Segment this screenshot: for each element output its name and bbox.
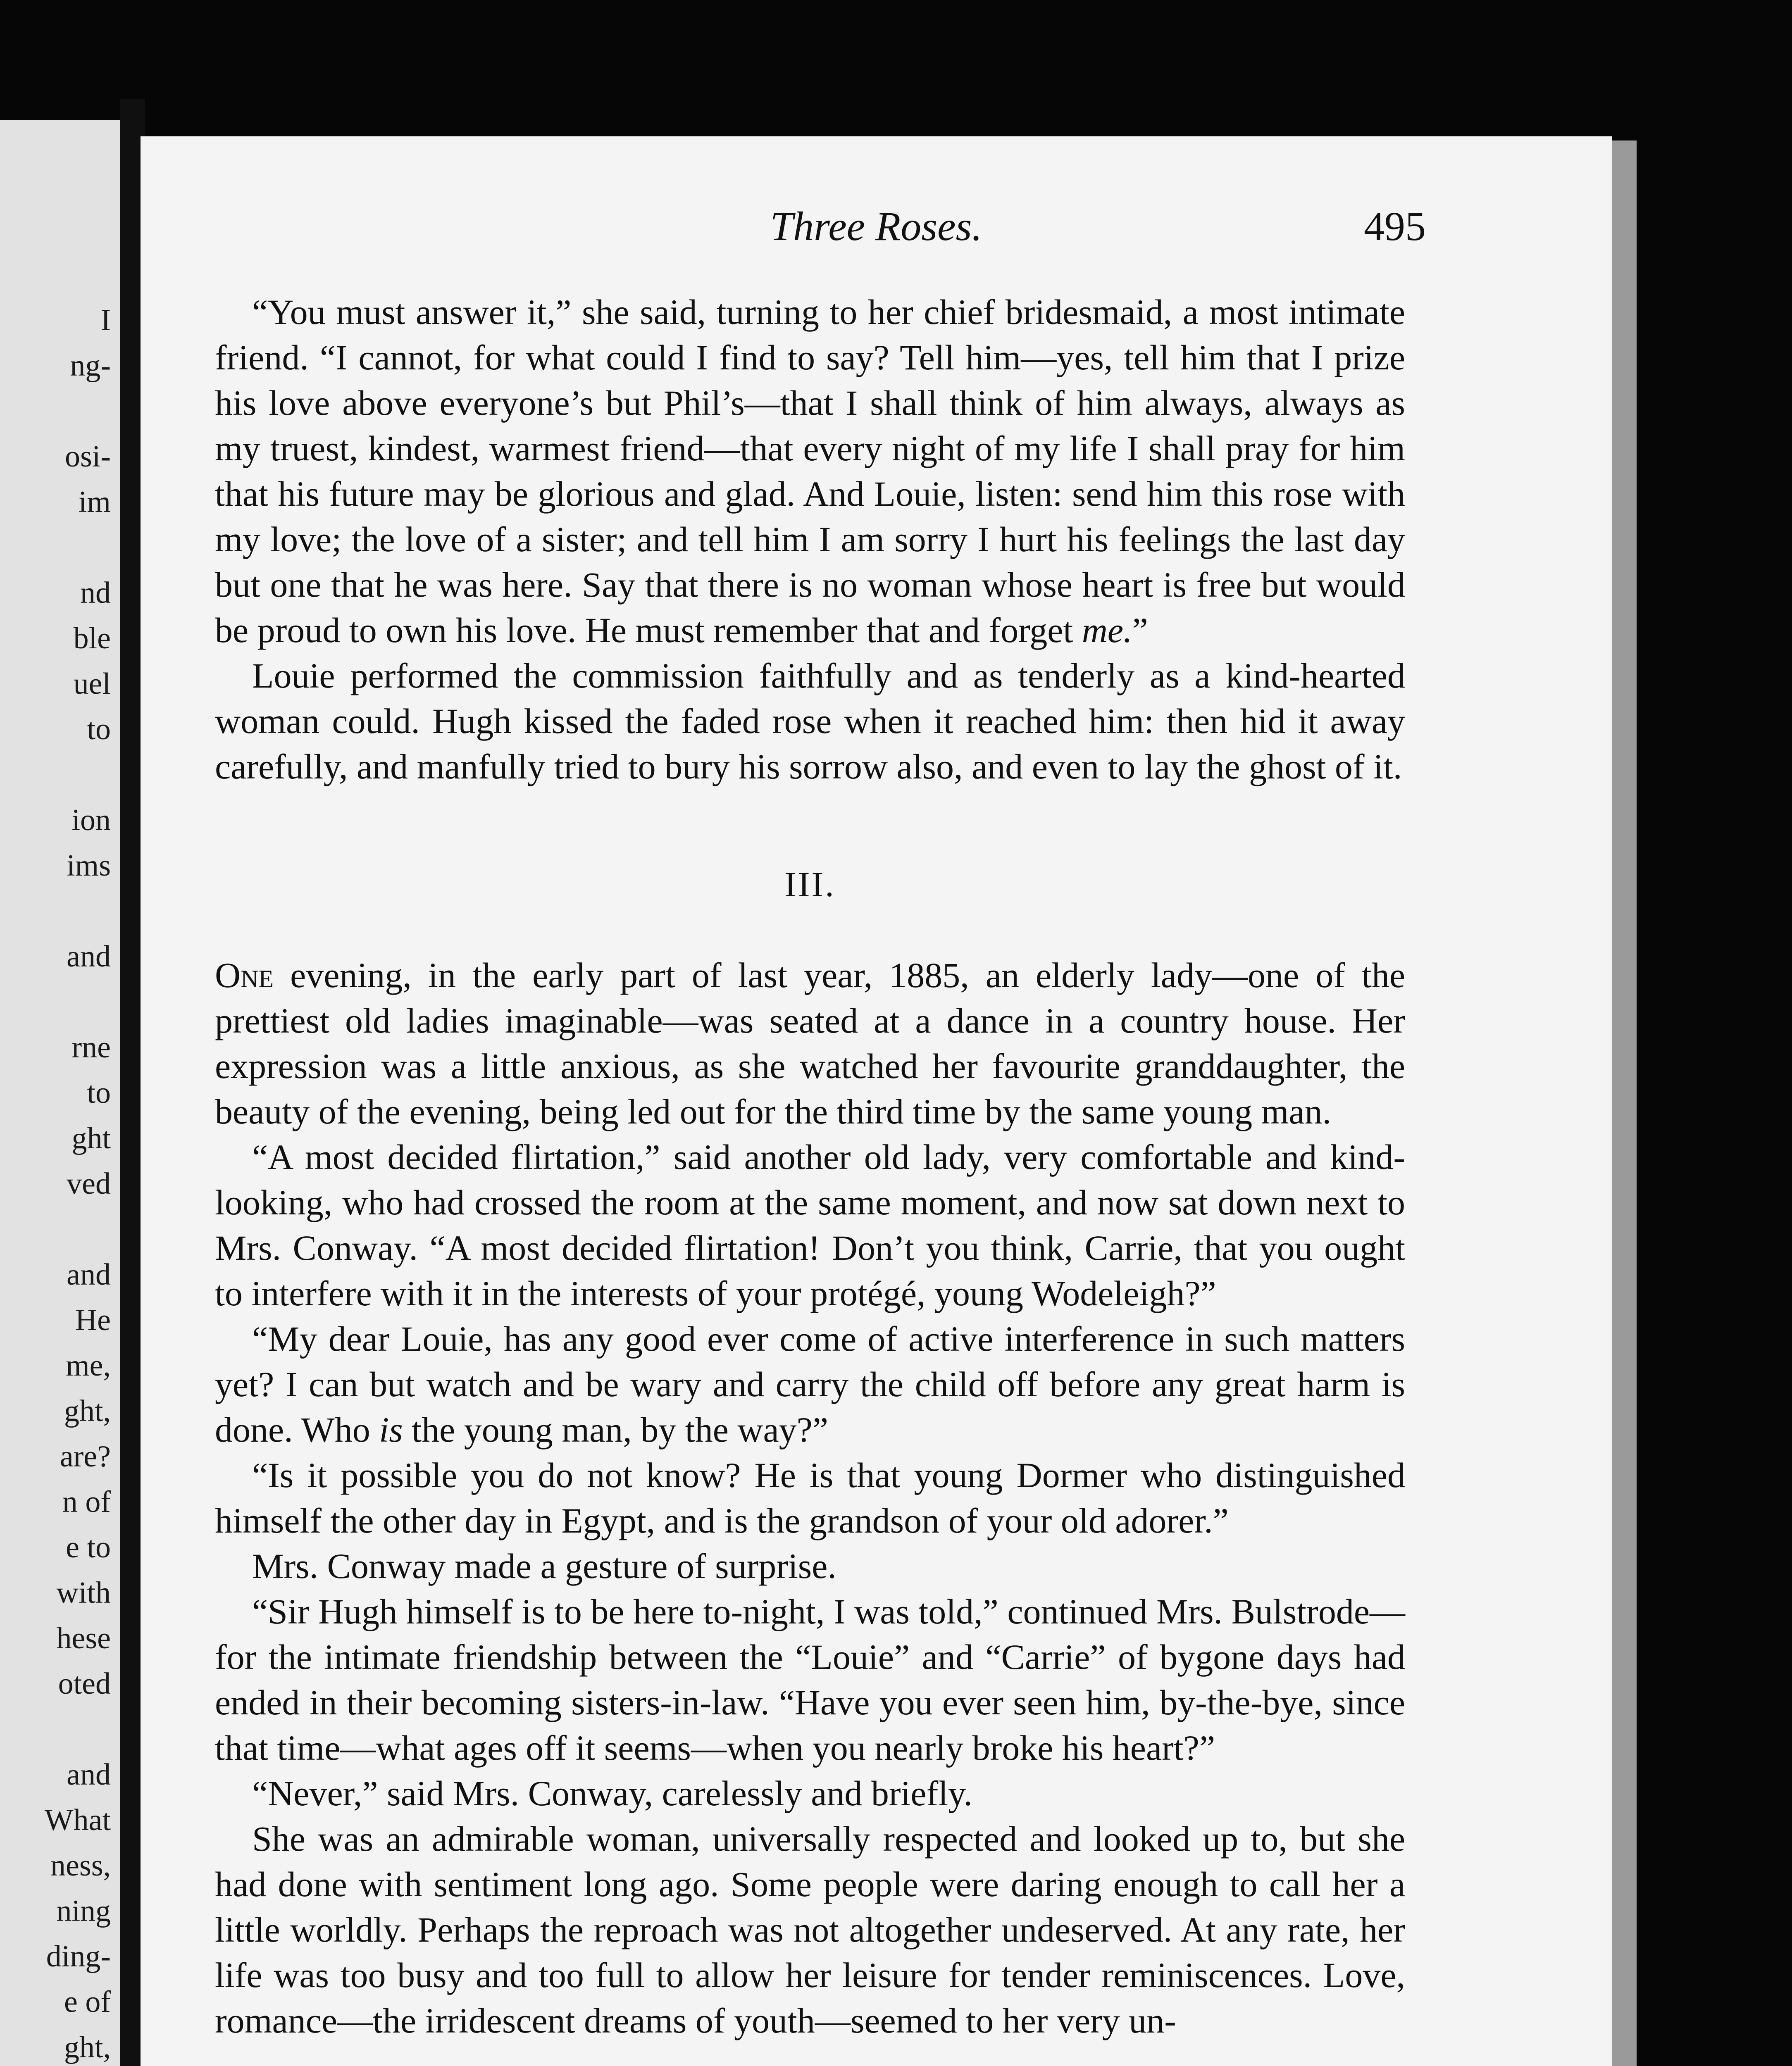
paragraph: “You must answer it,” she said, turning to her chief bridesmaid, a most intimate friend. “I cannot, for what could I find to say? Tell him—yes, tell him that I prize his love above everyone’s but Phil’s—that I shall think of him always, always as my truest, kindest, warmest friend—that every night of my life I shall pray for him that his future may be glorious and glad. And Louie, listen: send him this rose with my love; the love of a sister; and tell him I am sorry I hurt his feelings the last day but one that he was here. Say that there is no woman whose heart is free but would be proud to own his love. He must remember that and forget me.” [215,292,1405,650]
facing-page-fragment-line: me, [66,1349,111,1383]
facing-page-fragment-line [45,1207,111,1252]
facing-page-fragment-line: ved [67,1167,111,1201]
page-edge [1612,140,1637,2066]
paragraph: “A most decided flirtation,” said another old lady, very comfortable and kind-looking, who had crossed the room at the same moment, and now sat down next to Mrs. Conway. “A most decided flirtation! Don’t you think, Carrie, that you ought to interfere with it in the interests of your protégé, young Wodeleigh?” [215,1137,1405,1313]
facing-page-fragment [0,120,120,2066]
facing-page-fragment-line: I [100,303,111,337]
facing-page-fragment-line: ning [56,1894,111,1928]
facing-page-fragment-line: e to [66,1530,111,1564]
paragraph: She was an admirable woman, universally respected and looked up to, but she had done with sentiment long ago. Some people were daring enough to call her a little worldly. Perhaps the reproach was not altogether undeserved. At any rate, her life was too busy and too full to allow her leisure for tender reminiscences. Love, romance—the irridescent dreams of youth—seemed to her very un- [215,1819,1405,2040]
facing-page-fragment-line: are? [60,1440,111,1473]
running-title: Three Roses. [770,203,982,249]
facing-page-fragment-line: im [78,485,111,519]
facing-page-fragment-line: He [75,1303,111,1337]
facing-page-fragment-line: ght, [64,1394,111,1428]
facing-page-fragment-line: and [67,940,111,973]
facing-page-fragment-line: oted [58,1667,111,1701]
facing-page-fragment-line: n of [62,1485,111,1519]
facing-page-fragment-line: nd [80,576,111,610]
facing-page-fragment-line: ion [71,803,111,837]
paragraph: “Is it possible you do not know? He is that young Dormer who distinguished himself the other day in Egypt, and is the grandson of your old adorer.” [215,1455,1405,1540]
facing-page-fragment-line [45,888,111,934]
facing-page-fragment-line: to [87,1076,111,1110]
page-header [141,202,1612,260]
facing-page-fragment-line [45,979,111,1025]
facing-page-fragment-line: ims [67,849,111,883]
paragraph: Mrs. Conway made a gesture of surprise. [252,1546,836,1586]
facing-page-fragment-line: rne [71,1031,111,1064]
paragraph: “Never,” said Mrs. Conway, carelessly and briefly. [252,1773,973,1813]
facing-page-fragment-line: uel [73,667,111,701]
facing-page-fragment-line: ding- [46,1940,111,1973]
facing-page-fragment-line [45,1707,111,1752]
paragraph: “My dear Louie, has any good ever come of active interference in such matters yet? I can but watch and be wary and carry the child off before any great harm is done. Who is the young man, by the way?” [215,1319,1405,1450]
body-text [215,289,1405,2043]
facing-page-line-ends [45,298,111,2066]
paragraph: Louie performed the commission faithfully and as tenderly as a kind-hearted woman could. Hugh kissed the faded rose when it reached him: then hid it away carefully, and manfully tried to bury his sorrow also, and even to lay the ghost of it. [215,656,1405,786]
facing-page-fragment-line: hese [56,1621,111,1655]
facing-page-fragment-line: ness, [50,1849,111,1883]
facing-page-fragment-line: and [67,1758,111,1792]
facing-page-fragment-line [45,388,111,434]
page-number: 495 [1364,203,1426,249]
facing-page-fragment-line: and [67,1258,111,1292]
facing-page-fragment-line: to [87,712,111,746]
facing-page-fragment-line: with [56,1576,111,1610]
facing-page-fragment-line [45,752,111,797]
facing-page-fragment-line: osi- [65,440,111,474]
facing-page-fragment-line [45,525,111,570]
facing-page-fragment-line: ght, [64,2030,111,2064]
paragraph: One evening, in the early part of last year, 1885, an elderly lady—one of the prettiest old ladies imaginable—was seated at a dance in a country house. Her expression was a little anxious, as she watched her favourite granddaughter, the beauty of the evening, being led out for the third time by the same young man. [215,955,1405,1131]
paragraph: “Sir Hugh himself is to be here to-night, I was told,” continued Mrs. Bulstrode—for the intimate friendship between the “Louie” and “Carrie” of bygone days had ended in their becoming sisters-in-law. “Have you ever seen him, by-the-bye, since that time—what ages off it seems—when you nearly broke his heart?” [215,1592,1405,1768]
facing-page-fragment-line: ght [71,1121,111,1155]
facing-page-fragment-line: e of [64,1985,111,2019]
facing-page-fragment-line: ng- [70,349,111,383]
facing-page-fragment-line: ble [73,621,111,655]
facing-page-fragment-line: What [44,1803,111,1837]
book-page [141,136,1612,2066]
section-heading: III. [784,864,836,904]
